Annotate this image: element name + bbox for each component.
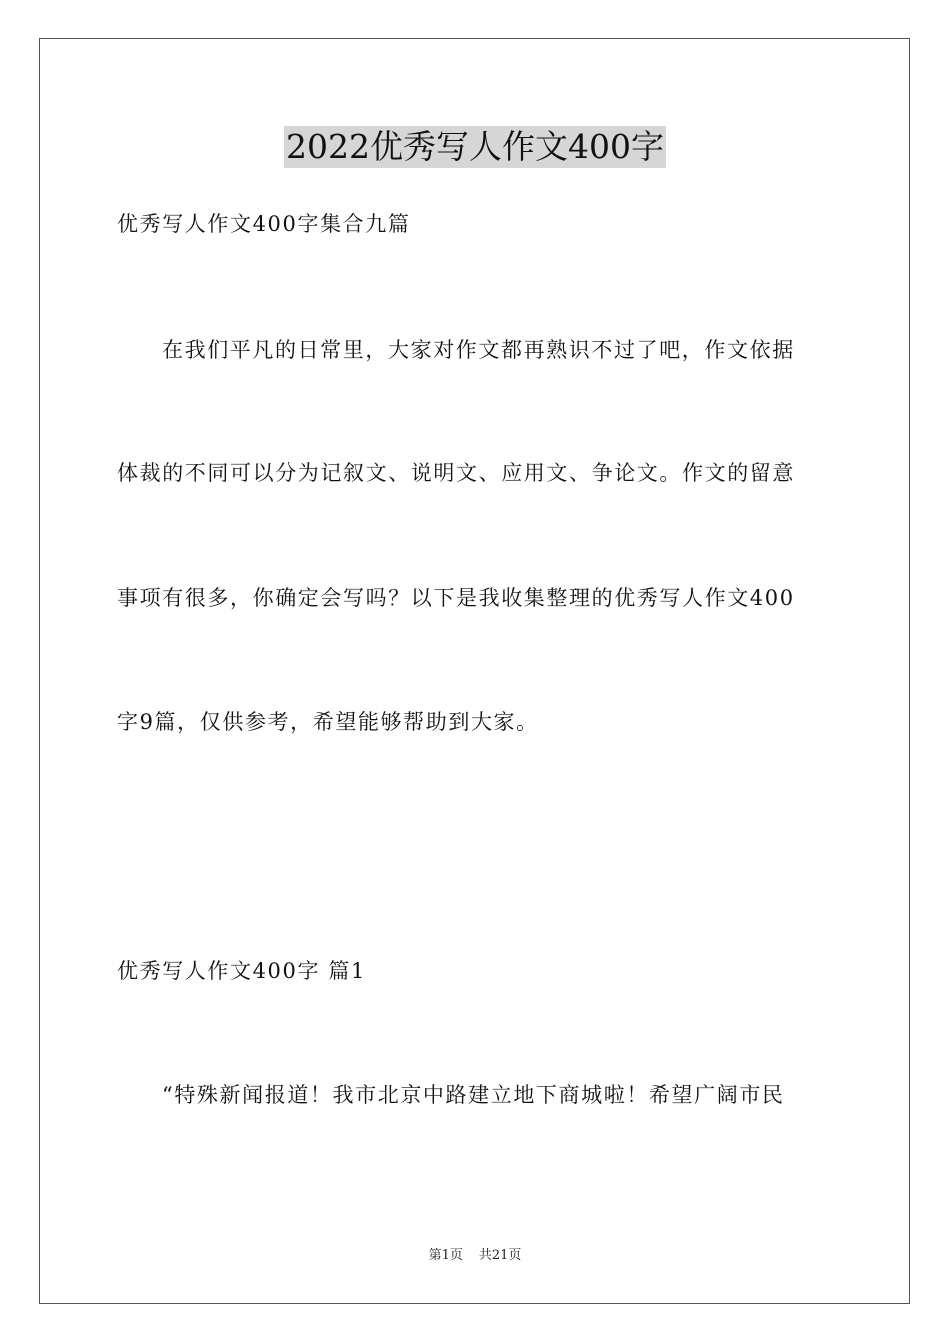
page-total: 共21页 [478, 1248, 522, 1263]
title-container [0, 126, 950, 168]
document-subtitle: 优秀写人作文400字集合九篇 [117, 212, 411, 236]
document-title: 2022优秀写人作文400字 [286, 127, 664, 166]
paragraph-line: “特殊新闻报道！我市北京中路建立地下商城啦！希望广阔市民 [162, 1083, 785, 1107]
page-footer [0, 1247, 950, 1265]
page-number: 第1页 [428, 1248, 463, 1263]
paragraph-line: 事项有很多，你确定会写吗？以下是我收集整理的优秀写人作文400 [117, 586, 795, 610]
paragraph-line: 字9篇，仅供参考，希望能够帮助到大家。 [117, 710, 539, 734]
paragraph-line: 在我们平凡的日常里，大家对作文都再熟识不过了吧，作文依据 [162, 338, 795, 362]
paragraph-line: 体裁的不同可以分为记叙文、说明文、应用文、争论文。作文的留意 [117, 461, 795, 485]
section-heading: 优秀写人作文400字 篇1 [117, 959, 366, 983]
